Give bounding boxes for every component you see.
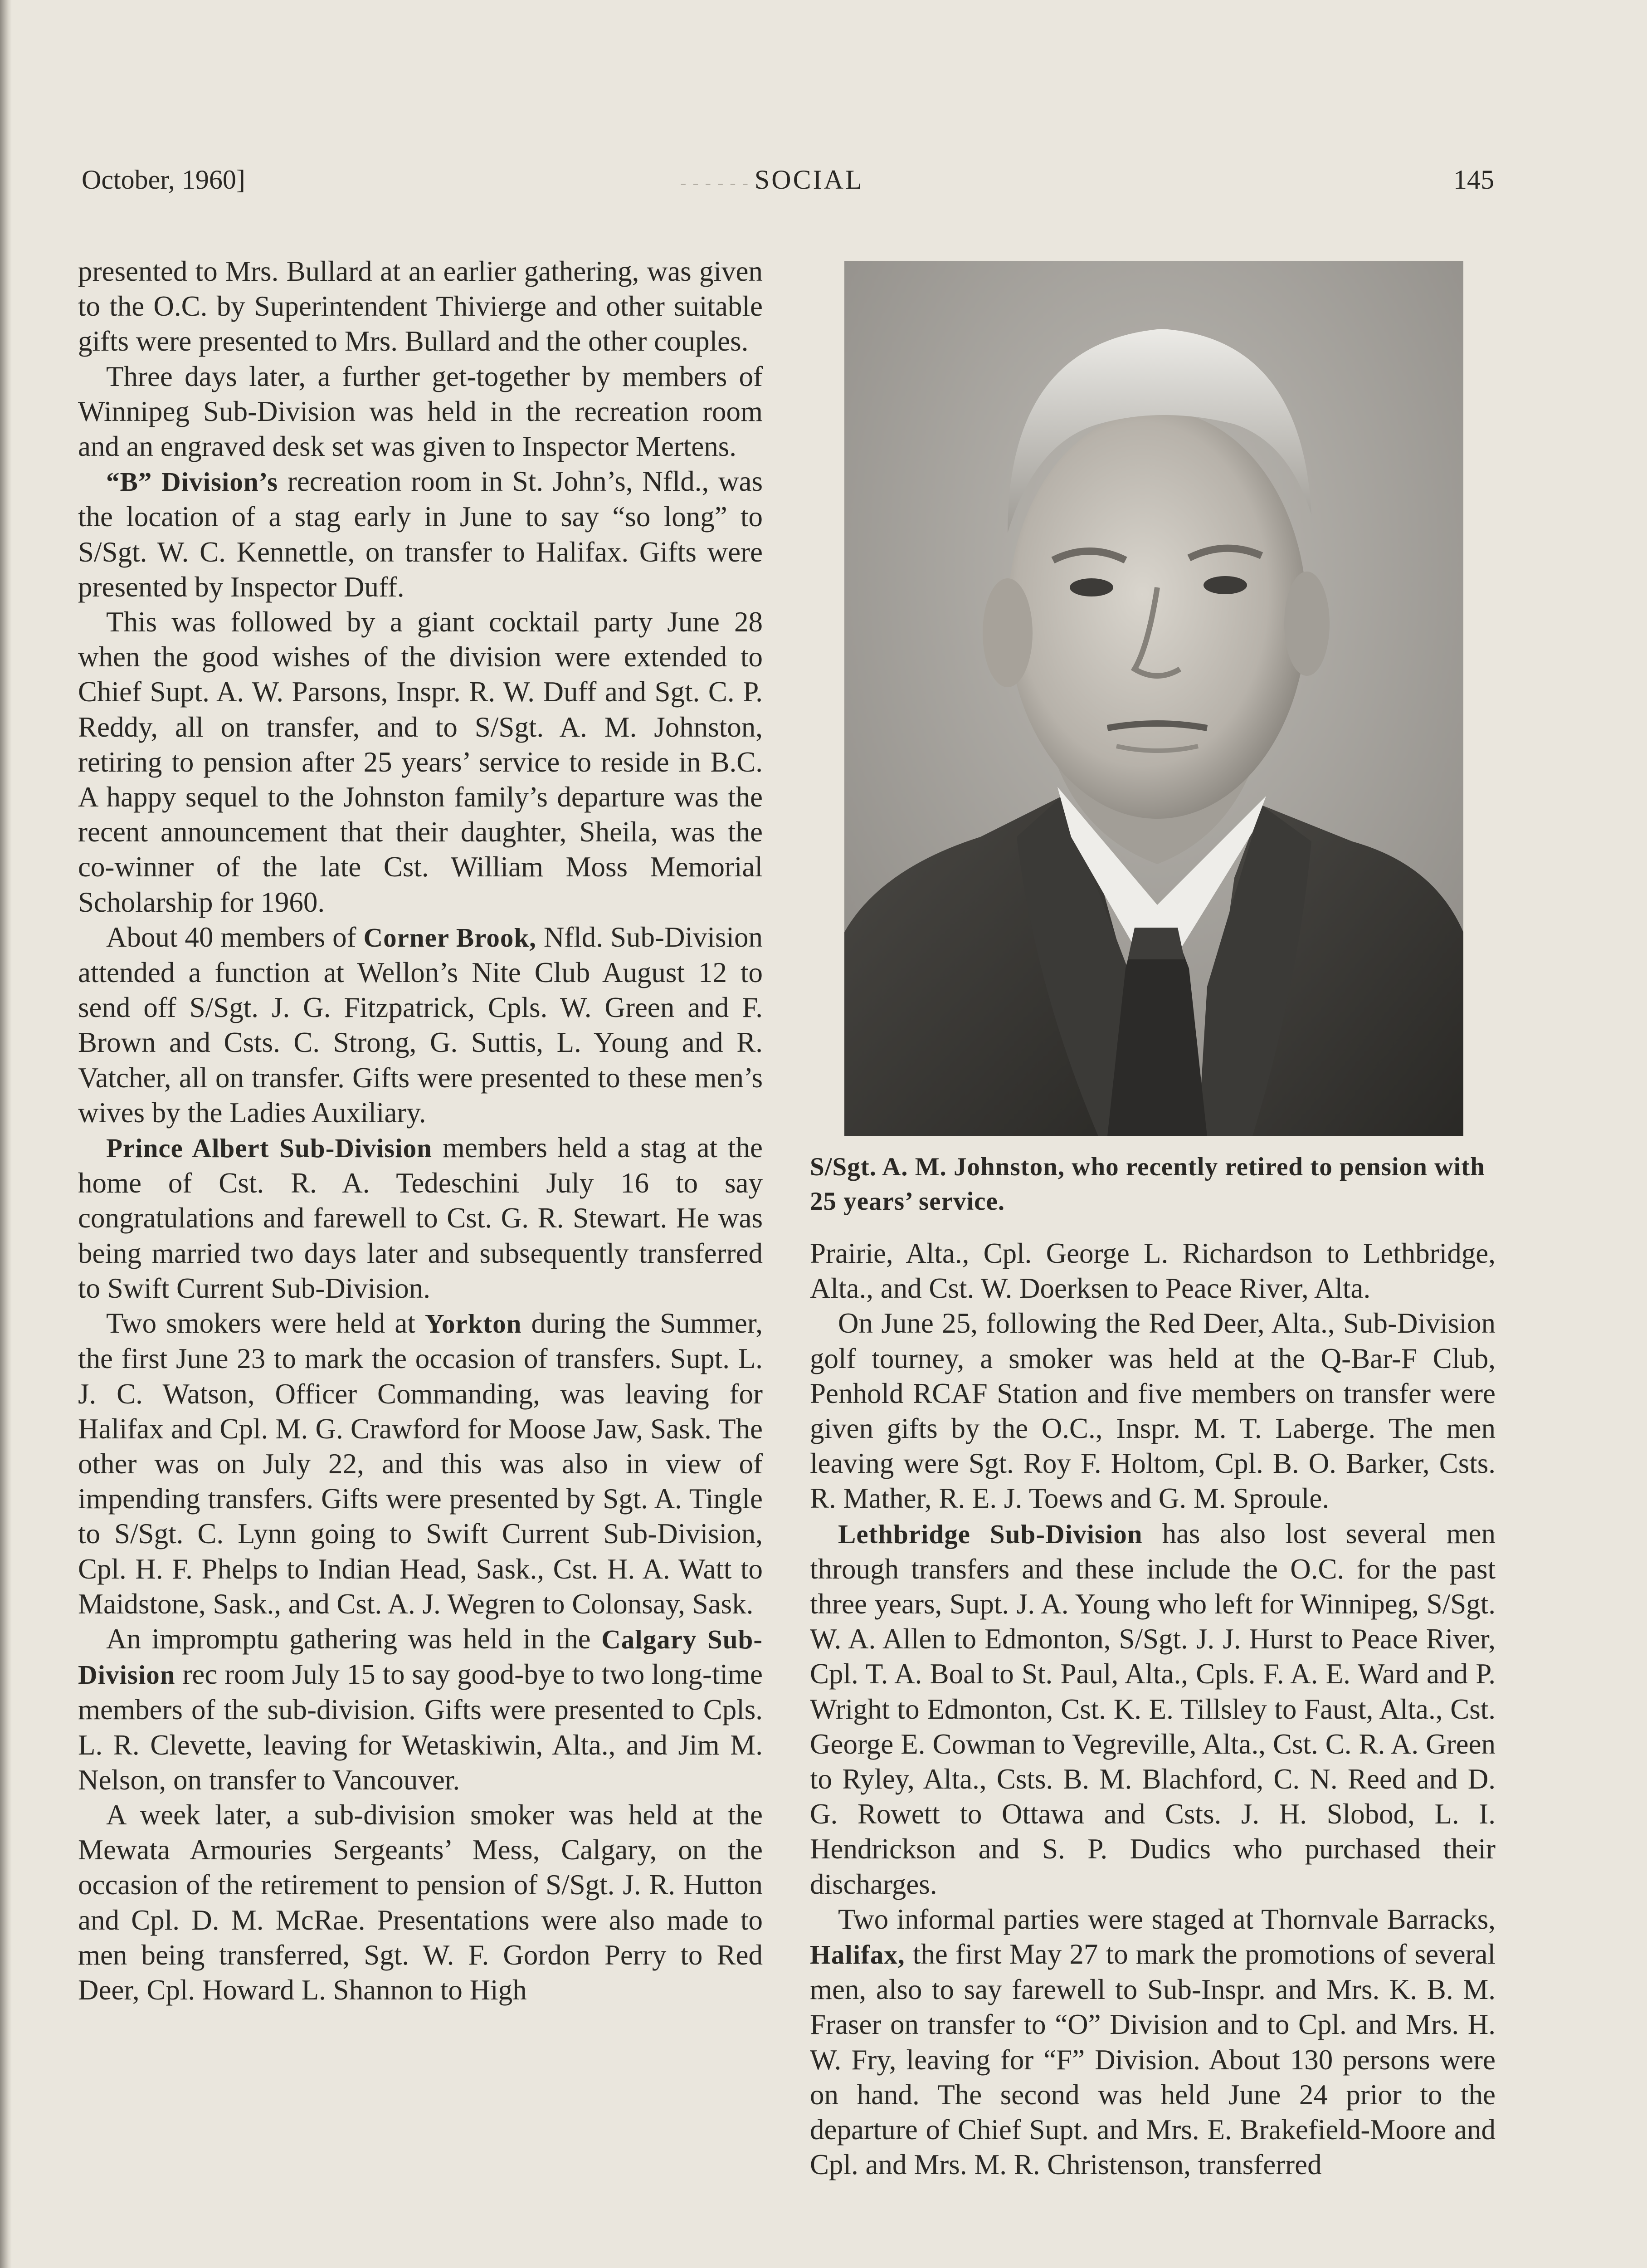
- paragraph-text: Prairie, Alta., Cpl. George L. Richardson to Lethbridge, Alta., and Cst. W. Doerksen to Peace River, Alta.: [810, 1237, 1496, 1305]
- paragraph-text: during the Summer, the first June 23 to mark the occasion of transfers. Supt. L. J. C. Watson, Officer Commanding, was leaving for Halifax and Cpl. M. G. Crawford for Moose Jaw, Sask. The other was on July 22, and this was also in view of impending transfers. Gifts were presented by Sgt. A. Tingle to S/Sgt. C. Lynn going to Swift Current Sub-Division, Cpl. H. F. Phelps to Indian Head, Sask., Cst. H. A. Watt to Maidstone, Sask., and Cst. A. J. Wegren to Colonsay, Sask.: [78, 1307, 763, 1620]
- bold-heading-text: Halifax,: [810, 1940, 905, 1970]
- paragraph-text: recreation room in St. John’s, Nfld., was the location of a stag early in June to say “so long” to S/Sgt. W. C. Kennettle, on transfer to Halifax. Gifts were presented by Inspector Duff.: [78, 465, 763, 603]
- article-paragraph: [810, 1516, 1496, 1902]
- bold-heading-text: Lethbridge Sub-Division: [838, 1519, 1143, 1549]
- article-paragraph: [810, 1306, 1496, 1516]
- article-paragraph: [78, 1798, 763, 2008]
- article-paragraph: [78, 1306, 763, 1622]
- right-column: [810, 1236, 1496, 2182]
- portrait-photo-icon: [844, 261, 1463, 1136]
- bold-heading-text: Calgary Sub-Division: [78, 1624, 763, 1690]
- left-column: [78, 254, 763, 2008]
- bold-heading-text: Yorkton: [424, 1309, 522, 1339]
- paragraph-text: presented to Mrs. Bullard at an earlier gathering, was given to the O.C. by Superintendent Thivierge and other suitable gifts were presented to Mrs. Bullard and the other couples.: [78, 255, 763, 357]
- paragraph-text: This was followed by a giant cocktail party June 28 when the good wishes of the division were extended to Chief Supt. A. W. Parsons, Inspr. R. W. Duff and Sgt. C. P. Reddy, all on transfer, and to S/Sgt. A. M. Johnston, retiring to pension after 25 years’ service to reside in B.C. A happy sequel to the Johnston family’s departure was the recent announcement that their daughter, Sheila, was the co-winner of the late Cst. William Moss Memorial Scholarship for 1960.: [78, 606, 763, 918]
- issue-date: October, 1960]: [82, 165, 245, 195]
- article-paragraph: [78, 254, 763, 359]
- article-paragraph: [78, 920, 763, 1130]
- photo-caption: S/Sgt. A. M. Johnston, who recently retired to pension with 25 years’ service.: [810, 1153, 1485, 1216]
- paragraph-text: An impromptu gathering was held in the: [106, 1623, 602, 1655]
- article-paragraph: [78, 605, 763, 920]
- paragraph-text: Nfld. Sub-Division attended a function at Wellon’s Nite Club August 12 to send off S/Sgt. J. G. Fitzpatrick, Cpls. W. Green and F. Brown and Csts. C. Strong, G. Suttis, L. Young and R. Vatcher, all on transfer. Gifts were presented to these men’s wives by the Ladies Auxiliary.: [78, 921, 763, 1129]
- page-number: 145: [1453, 165, 1494, 195]
- article-paragraph: [810, 1236, 1496, 1306]
- page-binding-edge: [0, 0, 12, 2268]
- article-paragraph: [78, 1130, 763, 1306]
- article-paragraph: [78, 359, 763, 464]
- paragraph-text: Three days later, a further get-together by members of Winnipeg Sub-Division was held in the recreation room and an engraved desk set was given to Inspector Mertens.: [78, 360, 763, 463]
- article-paragraph: [78, 1622, 763, 1798]
- paragraph-text: has also lost several men through transfers and these include the O.C. for the past three years, Supt. J. A. Young who left for Winnipeg, S/Sgt. W. A. Allen to Edmonton, S/Sgt. J. J. Hurst to Peace River, Cpl. T. A. Boal to St. Paul, Alta., Cpls. F. A. E. Ward and P. Wright to Edmonton, Cst. K. E. Tillsley to Faust, Alta., Cst. George E. Cowman to Vegreville, Alta., Cst. C. R. A. Green to Ryley, Alta., Csts. B. M. Blachford, C. N. Reed and D. G. Rowett to Ottawa and Csts. J. H. Slobod, L. I. Hendrickson and S. P. Dudics who purchased their discharges.: [810, 1517, 1496, 1900]
- paragraph-text: On June 25, following the Red Deer, Alta., Sub-Division golf tourney, a smoker was held at the Q-Bar-F Club, Penhold RCAF Station and five members on transfer were given gifts by the O.C., Inspr. M. T. Laberge. The men leaving were Sgt. Roy F. Holtom, Cpl. B. O. Barker, Csts. R. Mather, R. E. J. Toews and G. M. Sproule.: [810, 1307, 1496, 1515]
- paragraph-text: the first May 27 to mark the promotions of several men, also to say farewell to Sub-Inspr. and Mrs. K. B. M. Fraser on transfer to “O” Division and to Cpl. and Mrs. H. W. Fry, leaving for “F” Division. About 130 persons were on hand. The second was held June 24 prior to the departure of Chief Supt. and Mrs. E. Brakefield-Moore and Cpl. and Mrs. M. R. Christenson, transferred: [810, 1938, 1496, 2181]
- paragraph-text: Two informal parties were staged at Thornvale Barracks,: [838, 1903, 1496, 1935]
- bold-heading-text: Prince Albert Sub-Division: [106, 1133, 432, 1163]
- article-paragraph: [78, 464, 763, 605]
- paragraph-text: Two smokers were held at: [106, 1307, 425, 1339]
- bold-heading-text: “B” Division’s: [106, 467, 278, 497]
- paragraph-text: A week later, a sub-division smoker was held at the Mewata Armouries Sergeants’ Mess, Calgary, on the occasion of the retirement to pension of S/Sgt. J. R. Hutton and Cpl. D. M. McRae. Presentations were also made to men being transferred, Sgt. W. F. Gordon Perry to Red Deer, Cpl. Howard L. Shannon to High: [78, 1799, 763, 2006]
- paragraph-text: members held a stag at the home of Cst. R. A. Tedeschini July 16 to say congratulations and farewell to Cst. G. R. Stewart. He was being married two days later and subsequently transferred to Swift Current Sub-Division.: [78, 1132, 763, 1304]
- section-title: - - - SOCIAL: [680, 164, 864, 196]
- article-paragraph: [810, 1902, 1496, 2183]
- portrait-photo: [844, 261, 1463, 1136]
- paragraph-text: rec room July 15 to say good-bye to two long-time members of the sub-division. Gifts were presented to Cpls. L. R. Clevette, leaving for Wetaskiwin, Alta., and Jim M. Nelson, on transfer to Vancouver.: [78, 1658, 763, 1796]
- paragraph-text: About 40 members of: [106, 921, 364, 953]
- running-header: [0, 164, 1647, 205]
- bold-heading-text: Corner Brook,: [363, 922, 536, 953]
